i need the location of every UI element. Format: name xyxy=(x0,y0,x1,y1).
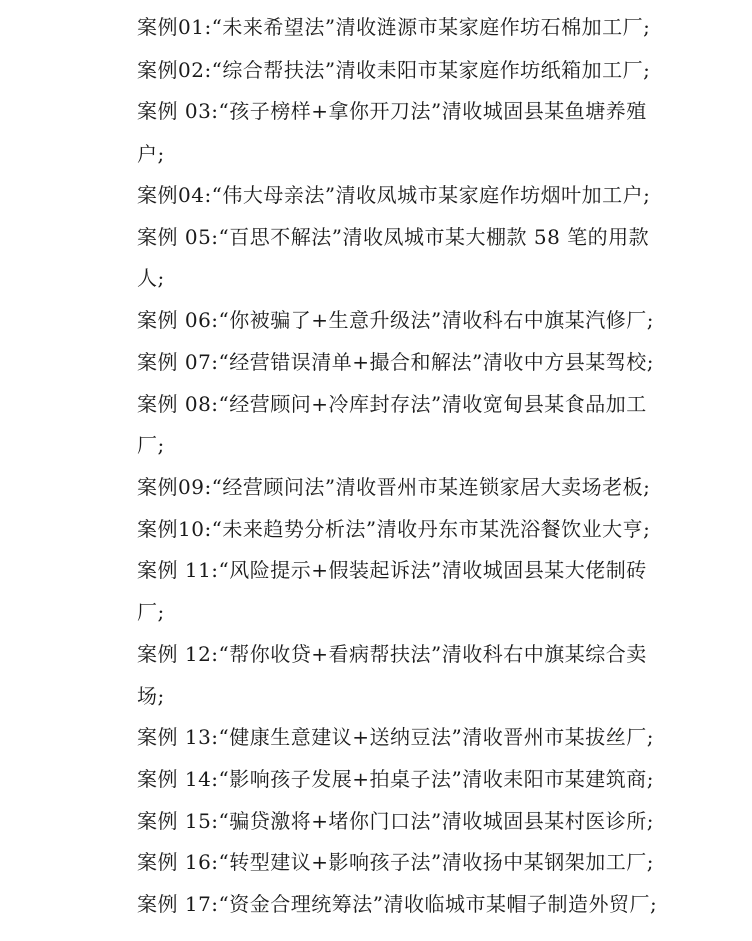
case-line-01: 案例01:“未来希望法”清收涟源市某家庭作坊石棉加工厂; xyxy=(137,15,651,39)
case-line-02: 案例02:“综合帮扶法”清收耒阳市某家庭作坊纸箱加工厂; xyxy=(137,58,651,82)
case-line-11-continued: 厂; xyxy=(137,600,165,624)
case-line-11: 案例 11:“风险提示+假装起诉法”清收城固县某大佬制砖 xyxy=(137,558,647,582)
case-line-10: 案例10:“未来趋势分析法”清收丹东市某洗浴餐饮业大亨; xyxy=(137,517,651,541)
case-line-14: 案例 14:“影响孩子发展+拍桌子法”清收耒阳市某建筑商; xyxy=(137,767,654,791)
case-line-09: 案例09:“经营顾问法”清收晋州市某连锁家居大卖场老板; xyxy=(137,475,651,499)
case-line-06: 案例 06:“你被骗了+生意升级法”清收科右中旗某汽修厂; xyxy=(137,308,654,332)
case-line-17: 案例 17:“资金合理统筹法”清收临城市某帽子制造外贸厂; xyxy=(137,892,658,916)
case-line-05-continued: 人; xyxy=(137,266,165,290)
case-line-13: 案例 13:“健康生意建议+送纳豆法”清收晋州市某拔丝厂; xyxy=(137,725,654,749)
case-line-03: 案例 03:“孩子榜样+拿你开刀法”清收城固县某鱼塘养殖 xyxy=(137,99,647,123)
case-line-07: 案例 07:“经营错误清单+撮合和解法”清收中方县某驾校; xyxy=(137,350,654,374)
case-line-16: 案例 16:“转型建议+影响孩子法”清收扬中某钢架加工厂; xyxy=(137,850,654,874)
case-line-12: 案例 12:“帮你收贷+看病帮扶法”清收科右中旗某综合卖 xyxy=(137,642,647,666)
case-line-12-continued: 场; xyxy=(137,684,165,708)
case-line-03-continued: 户; xyxy=(137,142,165,166)
case-line-15: 案例 15:“骗贷激将+堵你门口法”清收城固县某村医诊所; xyxy=(137,809,654,833)
case-line-08-continued: 厂; xyxy=(137,433,165,457)
case-line-04: 案例04:“伟大母亲法”清收凤城市某家庭作坊烟叶加工户; xyxy=(137,183,651,207)
case-line-08: 案例 08:“经营顾问+冷库封存法”清收宽甸县某食品加工 xyxy=(137,392,647,416)
case-line-05: 案例 05:“百思不解法”清收凤城市某大棚款 58 笔的用款 xyxy=(137,225,650,249)
